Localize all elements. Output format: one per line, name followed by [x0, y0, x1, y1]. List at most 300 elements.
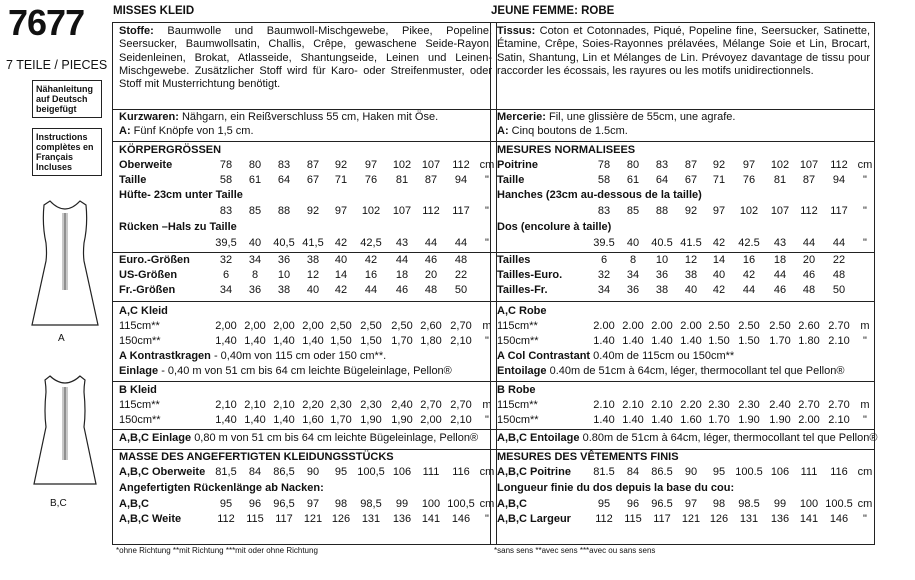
- line-label: Mercerie:: [497, 111, 546, 123]
- value-cell: 107: [770, 205, 790, 217]
- value-cell: 107: [392, 205, 412, 217]
- line-label: A,B,C Entoilage: [497, 432, 580, 444]
- line-label: A,B,C Einlage: [119, 432, 192, 444]
- size-row: [497, 269, 870, 283]
- value-cell: 1,40: [215, 414, 237, 426]
- value-cell: 2.60: [798, 320, 820, 332]
- value-cell: 112: [217, 513, 235, 525]
- row-label: Oberweite: [119, 159, 173, 171]
- ac-dress-title: A,C Kleid: [119, 305, 168, 317]
- value-cell: 95: [712, 466, 726, 478]
- yardage-row: [497, 399, 870, 413]
- value-cell: 96: [248, 498, 262, 510]
- value-cell: 1.90: [769, 414, 791, 426]
- value-cell: 83: [655, 159, 669, 171]
- value-cell: 2.50: [769, 320, 791, 332]
- unit-cell: ": [485, 174, 489, 186]
- value-cell: 22: [454, 269, 468, 281]
- value-cell: 71: [334, 174, 348, 186]
- value-cell: 2,00: [302, 320, 324, 332]
- value-cell: 48: [454, 254, 468, 266]
- back-length-finished-title: Angefertigten Rückenlänge ab Nacken:: [119, 482, 324, 494]
- value-cell: 131: [739, 513, 759, 525]
- value-cell: 2,50: [360, 320, 382, 332]
- value-cell: 102: [770, 159, 790, 171]
- value-cell: 87: [802, 174, 816, 186]
- fabrics-paragraph: [497, 25, 870, 78]
- line-text: 0,80 m von 51 cm bis 64 cm leichte Bügeleinlage, Pellon®: [194, 432, 479, 444]
- value-cell: 64: [277, 174, 291, 186]
- value-cell: 92: [306, 205, 320, 217]
- value-cell: 2.40: [769, 399, 791, 411]
- row-label: Tailles-Euro.: [497, 269, 563, 281]
- value-cell: 41.5: [680, 237, 702, 249]
- value-cell: 146: [829, 513, 849, 525]
- value-cell: 1.40: [622, 335, 644, 347]
- value-cell: 1,40: [244, 414, 266, 426]
- row-label: A,B,C: [119, 498, 149, 510]
- value-cell: 117: [452, 205, 470, 217]
- unit-cell: cm: [857, 498, 873, 510]
- figure-label-bc: B,C: [50, 498, 67, 509]
- value-cell: 1.50: [738, 335, 760, 347]
- line-label: A Col Contrastant: [497, 350, 591, 362]
- value-cell: 44: [424, 237, 438, 249]
- french-column: [490, 5, 878, 545]
- yardage-row: [119, 335, 492, 349]
- value-cell: 42,5: [360, 237, 382, 249]
- french-instructions-box: Instructions complètes en Français Incluses: [32, 128, 102, 176]
- value-cell: 1,40: [273, 335, 295, 347]
- value-cell: 92: [684, 205, 698, 217]
- finished-measurements-title: MESURES DES VÊTEMENTS FINIS: [497, 451, 679, 463]
- value-cell: 81: [395, 174, 409, 186]
- value-cell: 112: [422, 205, 440, 217]
- value-cell: 41,5: [302, 237, 324, 249]
- section-divider: [113, 381, 496, 382]
- dress-a-back-illustration: [28, 195, 102, 330]
- finished-row: [119, 498, 495, 512]
- row-label: A,B,C Poitrine: [497, 466, 571, 478]
- value-cell: 44: [364, 284, 378, 296]
- value-cell: 106: [392, 466, 412, 478]
- line-text: Fil, une glissière de 55cm, une agrafe.: [548, 111, 736, 123]
- line-text: Cinq boutons de 1.5cm.: [511, 125, 628, 137]
- value-cell: 1,40: [273, 414, 295, 426]
- section-divider: [491, 141, 874, 142]
- value-cell: 1,50: [330, 335, 352, 347]
- yardage-row: [497, 414, 870, 428]
- value-cell: 87: [684, 159, 698, 171]
- value-cell: 2,10: [215, 399, 237, 411]
- unit-cell: cm: [479, 466, 495, 478]
- value-cell: 102: [361, 205, 381, 217]
- value-cell: 42: [712, 237, 726, 249]
- row-label: US-Größen: [119, 269, 178, 281]
- row-label: 150cm**: [497, 335, 539, 347]
- value-cell: 1.40: [680, 335, 702, 347]
- row-label: A,B,C Largeur: [497, 513, 571, 525]
- value-cell: 84: [248, 466, 262, 478]
- value-cell: 44: [742, 284, 756, 296]
- value-cell: 40: [626, 237, 640, 249]
- section-divider: [113, 301, 496, 302]
- value-cell: 112: [452, 159, 470, 171]
- line-label: Kurzwaren:: [119, 111, 179, 123]
- value-cell: 1.70: [769, 335, 791, 347]
- value-cell: 2,10: [450, 335, 472, 347]
- section-divider: [113, 252, 496, 253]
- yardage-row: [497, 335, 870, 349]
- value-cell: 2,20: [302, 399, 324, 411]
- value-cell: 40.5: [651, 237, 673, 249]
- back-length-values-row: [119, 237, 492, 251]
- row-label: A,B,C Weite: [119, 513, 182, 525]
- body-row: [497, 174, 870, 188]
- value-cell: 1.80: [798, 335, 820, 347]
- value-cell: 1,70: [330, 414, 352, 426]
- value-cell: 2.70: [798, 399, 820, 411]
- value-cell: 2.10: [651, 399, 673, 411]
- value-cell: 39.5: [593, 237, 615, 249]
- line-text: 0.40m de 115cm ou 150cm**: [593, 350, 735, 362]
- interfacing-abc-line: [119, 432, 492, 444]
- row-label: 115cm**: [119, 320, 160, 332]
- dress-bc-back-illustration: [28, 372, 102, 490]
- value-cell: 2,00: [420, 414, 442, 426]
- row-label: A,B,C Oberweite: [119, 466, 206, 478]
- value-cell: 6: [600, 254, 608, 266]
- row-label: 115cm**: [119, 399, 160, 411]
- value-cell: 39,5: [215, 237, 237, 249]
- value-cell: 44: [802, 237, 816, 249]
- section-divider: [491, 109, 874, 110]
- back-length-label: Dos (encolure à taille): [497, 221, 612, 233]
- value-cell: 64: [655, 174, 669, 186]
- unit-cell: ": [485, 205, 489, 217]
- unit-cell: ": [485, 513, 489, 525]
- value-cell: 40: [712, 269, 726, 281]
- unit-cell: ": [863, 335, 867, 347]
- value-cell: 2.10: [622, 399, 644, 411]
- finished-row: [497, 498, 873, 512]
- value-cell: 42: [712, 284, 726, 296]
- value-cell: 76: [742, 174, 756, 186]
- value-cell: 42.5: [738, 237, 760, 249]
- section-divider: [491, 429, 874, 430]
- value-cell: 1,90: [360, 414, 382, 426]
- value-cell: 1.40: [593, 414, 615, 426]
- value-cell: 99: [395, 498, 409, 510]
- value-cell: 34: [248, 254, 262, 266]
- line-label: A:: [497, 125, 509, 137]
- value-cell: 32: [597, 269, 611, 281]
- value-cell: 1.60: [680, 414, 702, 426]
- line-text: 0.80m de 51cm à 64cm, léger, thermocollant tel que Pellon®: [582, 432, 878, 444]
- value-cell: 2,60: [420, 320, 442, 332]
- value-cell: 136: [770, 513, 790, 525]
- value-cell: 78: [597, 159, 611, 171]
- value-cell: 50: [832, 284, 846, 296]
- line-label: A Kontrastkragen: [119, 350, 211, 362]
- value-cell: 81,5: [215, 466, 237, 478]
- value-cell: 1.50: [708, 335, 730, 347]
- value-cell: 88: [277, 205, 291, 217]
- value-cell: 34: [626, 269, 640, 281]
- value-cell: 1.40: [622, 414, 644, 426]
- value-cell: 42: [364, 254, 378, 266]
- value-cell: 2.00: [798, 414, 820, 426]
- fabrics-text: Coton et Cotonnades, Piqué, Popeline fine, Seersucker, Satinette, Étamine, Crêpe, Soies-Rayonnes prélavées, Mélange Soie et Lin, Brocart, Satin, Shantung, Lin et Mélanges de Lin. Prévoyez davantage de tissu pour raccorder les écossais, les rayures ou les motifs unidirectionnels.: [497, 25, 871, 77]
- value-cell: 90: [684, 466, 698, 478]
- unit-cell: ": [863, 513, 867, 525]
- row-label: 150cm**: [497, 414, 539, 426]
- value-cell: 46: [424, 254, 438, 266]
- value-cell: 40: [306, 284, 320, 296]
- value-cell: 2.10: [828, 414, 850, 426]
- body-measurements-title: KÖRPERGRÖSSEN: [119, 144, 222, 156]
- value-cell: 44: [832, 237, 846, 249]
- notions-line: [119, 111, 492, 123]
- value-cell: 1.40: [651, 335, 673, 347]
- value-cell: 2,50: [330, 320, 352, 332]
- value-cell: 102: [739, 205, 759, 217]
- row-label: 115cm**: [497, 399, 538, 411]
- value-cell: 36: [655, 269, 669, 281]
- row-label: A,B,C: [497, 498, 527, 510]
- value-cell: 2.20: [680, 399, 702, 411]
- value-cell: 85: [626, 205, 640, 217]
- value-cell: 2,30: [330, 399, 352, 411]
- body-row: [119, 174, 492, 188]
- size-row: [119, 284, 492, 298]
- value-cell: 83: [277, 159, 291, 171]
- line-text: - 0,40 m von 51 cm bis 64 cm leichte Bügeleinlage, Pellon®: [161, 365, 452, 377]
- value-cell: 97: [712, 205, 726, 217]
- row-label: 115cm**: [497, 320, 538, 332]
- value-cell: 2.00: [593, 320, 615, 332]
- value-cell: 16: [364, 269, 378, 281]
- value-cell: 95: [334, 466, 348, 478]
- value-cell: 67: [306, 174, 320, 186]
- value-cell: 96: [626, 498, 640, 510]
- unit-cell: cm: [479, 159, 495, 171]
- b-dress-title: B Robe: [497, 384, 536, 396]
- size-row: [497, 254, 870, 268]
- value-cell: 42: [742, 269, 756, 281]
- value-cell: 8: [251, 269, 259, 281]
- value-cell: 96.5: [651, 498, 673, 510]
- value-cell: 2,40: [391, 399, 413, 411]
- row-label: Poitrine: [497, 159, 538, 171]
- value-cell: 46: [802, 269, 816, 281]
- value-cell: 106: [770, 466, 790, 478]
- value-cell: 98: [334, 498, 348, 510]
- hip-label: Hanches (23cm au-dessous de la taille): [497, 189, 702, 201]
- back-length-label: Rücken –Hals zu Taille: [119, 221, 237, 233]
- value-cell: 100: [421, 498, 441, 510]
- value-cell: 2,70: [420, 399, 442, 411]
- value-cell: 2,50: [391, 320, 413, 332]
- fabrics-label: Stoffe:: [119, 25, 154, 37]
- unit-cell: m: [482, 399, 492, 411]
- value-cell: 16: [742, 254, 756, 266]
- value-cell: 18: [395, 269, 409, 281]
- unit-cell: ": [863, 237, 867, 249]
- ac-dress-title: A,C Robe: [497, 305, 547, 317]
- value-cell: 92: [334, 159, 348, 171]
- value-cell: 12: [306, 269, 320, 281]
- body-row: [119, 159, 495, 173]
- row-label: 150cm**: [119, 335, 161, 347]
- value-cell: 44: [773, 269, 787, 281]
- value-cell: 67: [684, 174, 698, 186]
- value-cell: 76: [364, 174, 378, 186]
- value-cell: 20: [424, 269, 438, 281]
- interfacing-abc-line: [497, 432, 878, 444]
- body-measurements-title: MESURES NORMALISEES: [497, 144, 636, 156]
- line-text: Nähgarn, ein Reißverschluss 55 cm, Haken mit Öse.: [181, 111, 439, 123]
- value-cell: 100: [799, 498, 819, 510]
- fabrics-paragraph: [119, 25, 492, 91]
- value-cell: 2,10: [450, 414, 472, 426]
- line-text: - 0,40m von 115 cm oder 150 cm**.: [213, 350, 387, 362]
- section-divider: [113, 449, 496, 450]
- value-cell: 1,40: [215, 335, 237, 347]
- value-cell: 115: [624, 513, 642, 525]
- value-cell: 48: [802, 284, 816, 296]
- value-cell: 102: [392, 159, 412, 171]
- size-row: [497, 284, 870, 298]
- value-cell: 116: [830, 466, 848, 478]
- value-cell: 20: [802, 254, 816, 266]
- line-label: Einlage: [119, 365, 159, 377]
- value-cell: 40: [334, 254, 348, 266]
- value-cell: 141: [799, 513, 819, 525]
- value-cell: 40: [684, 284, 698, 296]
- value-cell: 36: [277, 254, 291, 266]
- value-cell: 85: [248, 205, 262, 217]
- row-label: Tailles: [497, 254, 531, 266]
- value-cell: 81: [773, 174, 787, 186]
- value-cell: 136: [392, 513, 412, 525]
- value-cell: 2.00: [622, 320, 644, 332]
- value-cell: 2,30: [360, 399, 382, 411]
- back-length-finished-title: Longueur finie du dos depuis la base du cou:: [497, 482, 735, 494]
- value-cell: 34: [219, 284, 233, 296]
- value-cell: 98,5: [360, 498, 382, 510]
- hip-values-row: [497, 205, 870, 219]
- value-cell: 1,80: [420, 335, 442, 347]
- back-length-values-row: [497, 237, 870, 251]
- value-cell: 81.5: [593, 466, 615, 478]
- value-cell: 126: [709, 513, 729, 525]
- value-cell: 86,5: [273, 466, 295, 478]
- value-cell: 12: [684, 254, 698, 266]
- value-cell: 87: [306, 159, 320, 171]
- german-footnote: *ohne Richtung **mit Richtung ***mit oder ohne Richtung: [116, 546, 318, 555]
- value-cell: 48: [424, 284, 438, 296]
- value-cell: 92: [712, 159, 726, 171]
- contrast-collar-line: [497, 350, 870, 362]
- value-cell: 2.10: [593, 399, 615, 411]
- section-divider: [113, 109, 496, 110]
- value-cell: 1,60: [302, 414, 324, 426]
- value-cell: 10: [655, 254, 669, 266]
- unit-cell: ": [485, 335, 489, 347]
- column-title: MISSES KLEID: [113, 5, 195, 17]
- value-cell: 94: [832, 174, 846, 186]
- section-divider: [491, 381, 874, 382]
- value-cell: 80: [626, 159, 640, 171]
- figure-label-a: A: [58, 333, 65, 344]
- unit-cell: cm: [479, 498, 495, 510]
- value-cell: 117: [830, 205, 848, 217]
- interfacing-a-line: [119, 365, 492, 377]
- value-cell: 83: [219, 205, 233, 217]
- column-title: JEUNE FEMME: ROBE: [491, 5, 615, 17]
- value-cell: 1.90: [738, 414, 760, 426]
- value-cell: 2.70: [828, 399, 850, 411]
- line-text: Fünf Knöpfe von 1,5 cm.: [133, 125, 254, 137]
- value-cell: 2.10: [828, 335, 850, 347]
- section-divider: [113, 429, 496, 430]
- value-cell: 2.50: [738, 320, 760, 332]
- finished-row: [497, 513, 870, 527]
- yardage-row: [119, 399, 492, 413]
- value-cell: 2,70: [450, 320, 472, 332]
- unit-cell: cm: [857, 466, 873, 478]
- row-label: Taille: [119, 174, 147, 186]
- buttons-line: [497, 125, 870, 137]
- unit-cell: m: [860, 399, 870, 411]
- value-cell: 121: [681, 513, 701, 525]
- value-cell: 2,00: [215, 320, 237, 332]
- finished-bust-row: [497, 466, 873, 480]
- value-cell: 90: [306, 466, 320, 478]
- contrast-collar-line: [119, 350, 492, 362]
- value-cell: 43: [395, 237, 409, 249]
- section-divider: [491, 449, 874, 450]
- unit-cell: ": [863, 414, 867, 426]
- finished-measurements-title: MASSE DES ANGEFERTIGTEN KLEIDUNGSSTÜCKS: [119, 451, 394, 463]
- value-cell: 8: [629, 254, 637, 266]
- pieces-count: 7 TEILE / PIECES: [6, 58, 108, 72]
- value-cell: 78: [219, 159, 233, 171]
- value-cell: 98.5: [738, 498, 760, 510]
- value-cell: 32: [219, 254, 233, 266]
- body-row: [497, 159, 873, 173]
- value-cell: 96,5: [273, 498, 295, 510]
- value-cell: 97: [334, 205, 348, 217]
- value-cell: 44: [454, 237, 468, 249]
- pattern-number: 7677: [8, 2, 85, 43]
- value-cell: 100.5: [735, 466, 763, 478]
- value-cell: 107: [421, 159, 441, 171]
- value-cell: 97: [306, 498, 320, 510]
- value-cell: 2.70: [828, 320, 850, 332]
- value-cell: 97: [742, 159, 756, 171]
- value-cell: 95: [597, 498, 611, 510]
- value-cell: 107: [799, 159, 819, 171]
- value-cell: 38: [684, 269, 698, 281]
- value-cell: 36: [248, 284, 262, 296]
- line-text: 0.40m de 51cm à 64cm, léger, thermocollant tel que Pellon®: [549, 365, 845, 377]
- value-cell: 97: [364, 159, 378, 171]
- unit-cell: ": [485, 237, 489, 249]
- notions-line: [497, 111, 870, 123]
- value-cell: 2.50: [708, 320, 730, 332]
